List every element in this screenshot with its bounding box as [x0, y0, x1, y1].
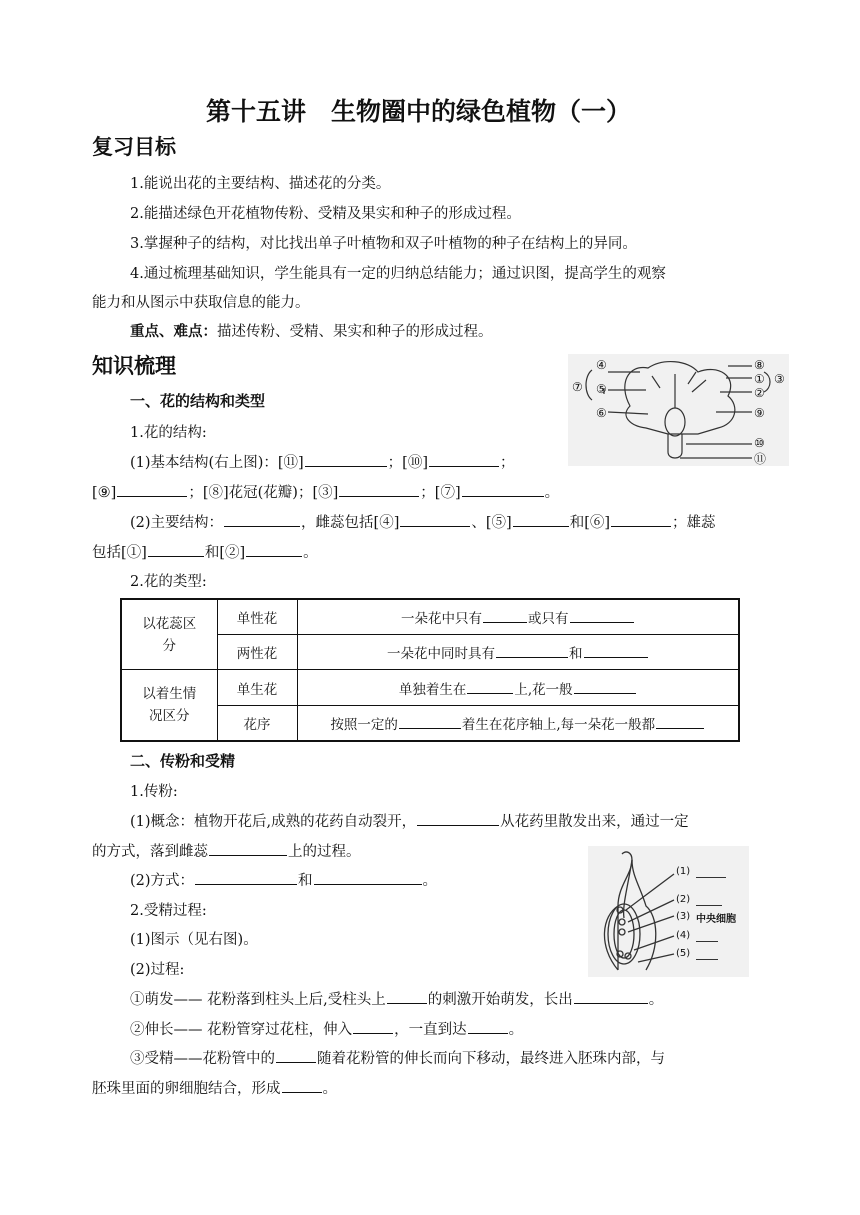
page-title: 第十五讲 生物圈中的绿色植物（一） [206, 97, 632, 126]
blank-7[interactable] [462, 482, 544, 497]
table-row3-name: 单生花 [217, 670, 297, 705]
concept-line2: 的方式，落到雌蕊 上的过程。 [92, 840, 361, 861]
structure-title: 1.花的结构: [130, 425, 207, 441]
blank-t3a[interactable] [467, 679, 513, 694]
ovule-figure [588, 846, 749, 977]
blank-11[interactable] [305, 452, 387, 467]
table-row1-desc: 一朵花中只有 或只有 [297, 599, 739, 635]
blank-s1a[interactable] [387, 989, 427, 1004]
label-7: [⑦] [434, 485, 461, 501]
sep: ； [387, 455, 403, 471]
ovule-blank-2[interactable] [696, 905, 722, 906]
ovule-label-1: (1) [676, 866, 691, 877]
sep: ； [500, 455, 515, 471]
blank-s3b[interactable] [282, 1078, 322, 1093]
blank-s2b[interactable] [468, 1019, 508, 1034]
flower-label-1: ① [754, 372, 765, 386]
main-p2: 、[⑤] [471, 515, 512, 531]
knowledge-heading: 知识梳理 [92, 354, 176, 378]
key-points-text: 描述传粉、受精、果实和种子的形成过程。 [217, 324, 493, 340]
review-item-2: 2.能描述绿色开花植物传粉、受精及果实和种子的形成过程。 [130, 206, 521, 222]
label-9: [⑨] [92, 485, 117, 501]
ovule-central-cell: 中央细胞 [696, 914, 736, 925]
end: 。 [303, 545, 318, 561]
flower-label-6: ⑥ [596, 406, 607, 420]
pollination-title: 1.传粉: [130, 784, 178, 800]
flower-label-3: ③ [774, 372, 785, 386]
blank-t1a[interactable] [483, 608, 527, 623]
ovule-label-3: (3) [676, 911, 691, 922]
types-title: 2.花的类型: [130, 574, 207, 590]
main-l2b: 和[②] [204, 545, 246, 561]
section1-title: 一、花的结构和类型 [130, 392, 266, 410]
flower-structure-figure [568, 354, 789, 466]
process-title: (2)过程: [130, 962, 185, 978]
fertilization-title: 2.受精过程: [130, 903, 207, 919]
blank-t2a[interactable] [496, 643, 568, 658]
table-row3-desc: 单独着生在 上,花一般 [297, 670, 739, 705]
table-row1-name: 单性花 [217, 599, 297, 635]
blank-method2[interactable] [314, 870, 422, 885]
basic-prefix: (1)基本结构(右上图)：[⑪] [130, 455, 304, 471]
main-structure-line1 [130, 511, 716, 532]
main-p1: ，雌蕊包括[④] [301, 515, 400, 531]
blank-6[interactable] [611, 512, 671, 527]
basic-structure-line1 [130, 451, 515, 472]
blank-stigma[interactable] [209, 841, 287, 856]
flower-label-11: ⑪ [754, 452, 767, 466]
blank-1[interactable] [148, 542, 204, 557]
blank-4[interactable] [400, 512, 470, 527]
blank-3[interactable] [339, 482, 419, 497]
key-points-label: 重点、难点： [130, 324, 217, 340]
flower-type-table [120, 598, 740, 742]
ovule-blank-5[interactable] [696, 959, 718, 960]
method-line: (2)方式： 和 。 [130, 869, 437, 890]
flower-label-7: ⑦ [572, 380, 583, 394]
main-p4: ；雄蕊 [672, 515, 716, 531]
blank-t2b[interactable] [584, 643, 648, 658]
ovule-blank-4[interactable] [696, 941, 718, 942]
concept-line1: (1)概念：植物开花后,成熟的花药自动裂开， 从花药里散发出来，通过一定 [130, 810, 689, 831]
blank-s3a[interactable] [276, 1048, 316, 1063]
blank-t4a[interactable] [399, 714, 461, 729]
blank-2[interactable] [246, 542, 302, 557]
blank-pollen[interactable] [417, 811, 499, 826]
ovule-label-2: (2) [676, 894, 691, 905]
end: 。 [544, 485, 560, 501]
review-item-4: 4.通过梳理基础知识，学生能具有一定的归纳总结能力；通过识图，提高学生的观察 [130, 266, 666, 282]
flower-label-4: ④ [596, 358, 607, 372]
blank-method1[interactable] [195, 870, 297, 885]
label-10: [⑩] [402, 455, 428, 471]
diagram-label: (1)图示（见右图)。 [130, 932, 258, 948]
step-germination: ①萌发—— 花粉落到柱头上后,受柱头上 的刺激开始萌发，长出 。 [130, 988, 663, 1009]
sep: ； [188, 485, 203, 501]
flower-label-10: ⑩ [754, 436, 765, 450]
step-fertilization-cont: 胚珠里面的卵细胞结合，形成 。 [92, 1077, 337, 1098]
review-item-3: 3.掌握种子的结构，对比找出单子叶植物和双子叶植物的种子在结构上的异同。 [130, 236, 637, 252]
main-l2a: 包括[①] [92, 545, 147, 561]
table-row4-name: 花序 [217, 705, 297, 741]
step-elongation: ②伸长—— 花粉管穿过花柱，伸入 ，一直到达 。 [130, 1018, 523, 1039]
table-group-1: 以花蕊区分 [121, 599, 217, 670]
ovule-blank-1[interactable] [696, 877, 726, 878]
review-item-1: 1.能说出花的主要结构、描述花的分类。 [130, 176, 391, 192]
review-heading: 复习目标 [92, 135, 176, 159]
main-p3: 和[⑥] [569, 515, 611, 531]
table-row4-desc: 按照一定的 着生在花序轴上,每一朵花一般都 [297, 705, 739, 741]
label-8-3: [⑧]花冠(花瓣)；[③] [202, 485, 339, 501]
main-structure-line2 [92, 541, 318, 562]
flower-label-8: ⑧ [754, 358, 765, 372]
blank-t1b[interactable] [570, 608, 634, 623]
blank-t4b[interactable] [656, 714, 704, 729]
flower-label-9: ⑨ [754, 406, 765, 420]
table-row [121, 599, 739, 635]
blank-t3b[interactable] [574, 679, 636, 694]
table-row2-name: 两性花 [217, 635, 297, 670]
blank-main[interactable] [224, 512, 300, 527]
sep: ； [420, 485, 435, 501]
table-row2-desc: 一朵花中同时具有 和 [297, 635, 739, 670]
blank-s2a[interactable] [353, 1019, 393, 1034]
flower-label-5: ⑤ [596, 382, 607, 396]
blank-5[interactable] [513, 512, 569, 527]
table-row [121, 670, 739, 705]
review-item-4-cont: 能力和从图示中获取信息的能力。 [92, 295, 310, 311]
blank-10[interactable] [429, 452, 499, 467]
blank-s1b[interactable] [574, 989, 648, 1004]
step-fertilization: ③受精——花粉管中的 随着花粉管的伸长而向下移动，最终进入胚珠内部，与 [130, 1047, 665, 1068]
key-points [130, 320, 493, 341]
table-group-2: 以着生情况区分 [121, 670, 217, 741]
ovule-label-4: (4) [676, 930, 691, 941]
ovule-label-5: (5) [676, 948, 691, 959]
basic-structure-line2 [92, 481, 559, 502]
main-prefix: (2)主要结构： [130, 515, 224, 531]
flower-label-2: ② [754, 386, 765, 400]
section2-title: 二、传粉和受精 [130, 752, 236, 770]
blank-9[interactable] [117, 482, 187, 497]
